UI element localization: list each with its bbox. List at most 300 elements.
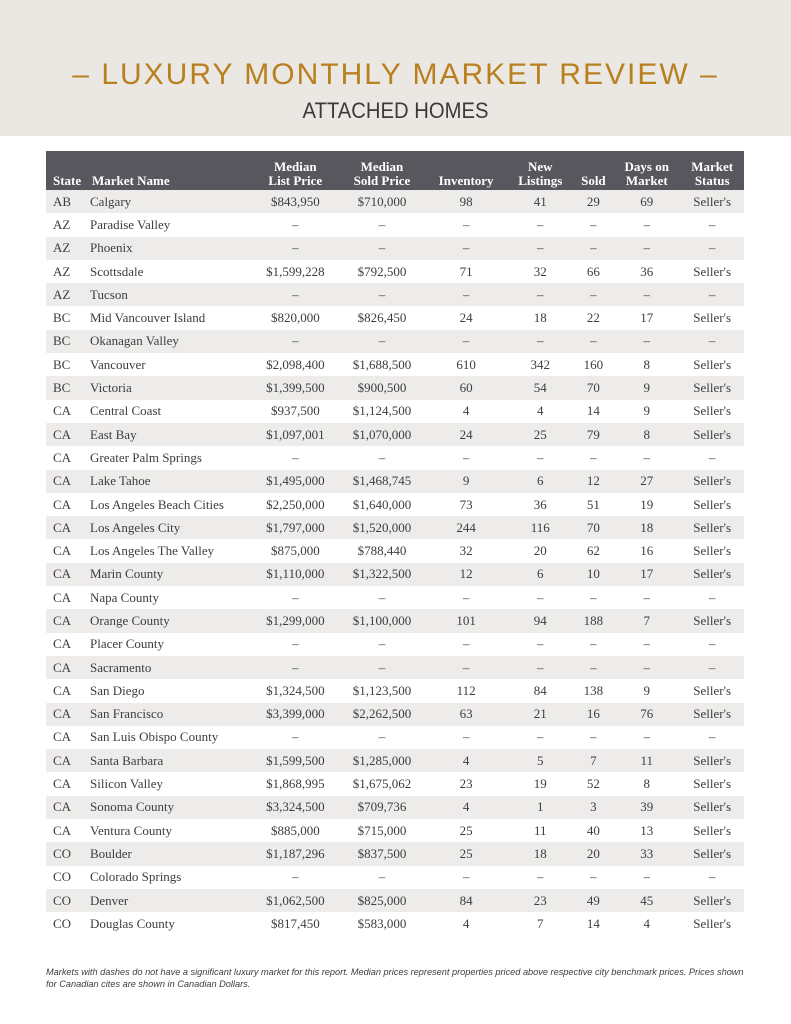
cell-inventory: 112: [456, 682, 476, 698]
cell-state: AZ: [53, 240, 71, 256]
cell-median-sold-price: $788,440: [357, 543, 407, 559]
cell-market-name: Marin County: [90, 566, 164, 582]
cell-state: AZ: [53, 286, 71, 302]
column-header-days-on-market: [613, 151, 680, 190]
table-row: [46, 563, 744, 586]
cell-median-sold-price: $825,000: [357, 892, 407, 908]
table-row: [46, 237, 744, 260]
cell-new-listings: –: [537, 589, 544, 605]
cell-new-listings: –: [537, 729, 544, 745]
column-header-line: State: [53, 173, 82, 188]
cell-market-name: Tucson: [90, 286, 128, 302]
cell-median-sold-price: $1,100,000: [352, 612, 412, 628]
cell-market-name: Douglas County: [90, 915, 175, 931]
cell-median-sold-price: $1,640,000: [352, 496, 412, 512]
table-row: [46, 470, 744, 493]
cell-days-on-market: –: [643, 659, 651, 675]
cell-inventory: –: [462, 333, 470, 349]
cell-new-listings: 6: [537, 473, 544, 489]
column-header-line: Market: [691, 159, 734, 174]
cell-days-on-market: 11: [640, 752, 654, 768]
cell-market-status: Seller's: [693, 682, 732, 698]
table-row: [46, 330, 744, 353]
table-row: [46, 819, 744, 842]
cell-sold: 62: [586, 543, 600, 559]
cell-new-listings: 25: [533, 426, 547, 442]
header-row: [46, 151, 744, 190]
cell-market-name: San Luis Obispo County: [90, 729, 219, 745]
cell-days-on-market: –: [643, 286, 651, 302]
table-row: [46, 679, 744, 702]
cell-market-name: Napa County: [90, 589, 159, 605]
cell-median-sold-price: $1,468,745: [352, 473, 412, 489]
cell-median-list-price: –: [292, 589, 299, 605]
cell-median-list-price: –: [292, 729, 299, 745]
cell-median-sold-price: $710,000: [357, 193, 407, 209]
cell-median-sold-price: $1,124,500: [352, 403, 412, 419]
cell-inventory: 4: [462, 752, 470, 768]
cell-inventory: –: [462, 449, 470, 465]
column-header-line: Market Name: [92, 173, 170, 188]
cell-market-status: –: [708, 589, 716, 605]
cell-state: CA: [53, 426, 72, 442]
cell-sold: –: [590, 659, 597, 675]
cell-days-on-market: 4: [643, 915, 651, 931]
cell-inventory: 101: [456, 612, 476, 628]
cell-sold: 52: [586, 776, 600, 792]
cell-sold: –: [590, 589, 597, 605]
cell-sold: –: [590, 216, 597, 232]
cell-sold: 40: [586, 822, 600, 838]
cell-state: CA: [53, 566, 72, 582]
column-header-median-sold-price: [339, 151, 426, 190]
column-header-line: Market: [625, 173, 668, 188]
cell-median-list-price: $820,000: [270, 310, 320, 326]
cell-market-name: Paradise Valley: [90, 216, 171, 232]
cell-state: CA: [53, 473, 72, 489]
cell-median-sold-price: $1,322,500: [352, 566, 412, 582]
cell-sold: –: [590, 729, 597, 745]
cell-inventory: 63: [459, 706, 473, 722]
cell-sold: 66: [586, 263, 600, 279]
cell-market-status: Seller's: [693, 752, 732, 768]
cell-market-name: San Francisco: [90, 706, 164, 722]
cell-state: BC: [53, 310, 71, 326]
cell-median-list-price: $937,500: [270, 403, 320, 419]
table-row: [46, 493, 744, 516]
cell-inventory: 244: [456, 519, 476, 535]
cell-median-sold-price: $1,688,500: [352, 356, 412, 372]
cell-sold: 138: [583, 682, 604, 698]
column-header-line: Median: [360, 159, 404, 174]
cell-days-on-market: –: [643, 636, 651, 652]
cell-inventory: 71: [459, 263, 473, 279]
cell-median-sold-price: –: [378, 449, 386, 465]
cell-median-list-price: –: [292, 216, 299, 232]
table-row: [46, 400, 744, 423]
cell-state: CA: [53, 636, 72, 652]
cell-new-listings: 23: [533, 892, 547, 908]
table-row: [46, 213, 744, 236]
cell-inventory: 24: [459, 310, 473, 326]
cell-sold: –: [590, 240, 597, 256]
cell-market-name: Lake Tahoe: [90, 473, 151, 489]
table-row: [46, 283, 744, 306]
cell-state: CA: [53, 659, 72, 675]
cell-inventory: 12: [459, 566, 473, 582]
cell-market-status: Seller's: [693, 845, 732, 861]
cell-median-list-price: –: [292, 636, 299, 652]
cell-market-status: Seller's: [693, 193, 732, 209]
cell-median-list-price: $875,000: [270, 543, 320, 559]
cell-days-on-market: 19: [640, 496, 654, 512]
cell-market-name: Los Angeles The Valley: [90, 543, 215, 559]
cell-days-on-market: 13: [640, 822, 654, 838]
table-row: [46, 656, 744, 679]
cell-new-listings: 116: [530, 519, 550, 535]
cell-sold: 16: [586, 706, 600, 722]
table-row: [46, 772, 744, 795]
cell-median-list-price: –: [292, 286, 299, 302]
cell-new-listings: –: [537, 636, 544, 652]
cell-median-sold-price: $1,520,000: [352, 519, 412, 535]
cell-inventory: –: [462, 869, 470, 885]
cell-median-list-price: $1,324,500: [266, 682, 325, 698]
cell-inventory: 98: [459, 193, 473, 209]
cell-median-sold-price: $1,123,500: [352, 682, 412, 698]
cell-state: BC: [53, 380, 71, 396]
cell-new-listings: 21: [533, 706, 547, 722]
cell-days-on-market: –: [643, 449, 651, 465]
cell-new-listings: –: [537, 286, 544, 302]
cell-inventory: 4: [462, 915, 470, 931]
cell-new-listings: 19: [533, 776, 547, 792]
cell-state: CA: [53, 449, 72, 465]
cell-new-listings: –: [537, 659, 544, 675]
cell-days-on-market: 76: [640, 706, 654, 722]
cell-state: CA: [53, 776, 72, 792]
cell-inventory: 23: [459, 776, 473, 792]
cell-days-on-market: 27: [640, 473, 654, 489]
cell-median-list-price: –: [292, 333, 299, 349]
column-header-median-list-price: [252, 151, 339, 190]
cell-new-listings: 7: [537, 915, 544, 931]
cell-median-sold-price: $1,675,062: [352, 776, 412, 792]
cell-market-name: Placer County: [90, 636, 165, 652]
cell-days-on-market: 16: [640, 543, 654, 559]
cell-new-listings: 41: [533, 193, 547, 209]
table-row: [46, 889, 744, 912]
cell-new-listings: 84: [533, 682, 547, 698]
cell-median-sold-price: $837,500: [357, 845, 407, 861]
cell-state: CA: [53, 612, 72, 628]
table-row: [46, 633, 744, 656]
cell-median-sold-price: –: [378, 589, 386, 605]
cell-market-status: Seller's: [693, 496, 732, 512]
cell-sold: –: [590, 636, 597, 652]
column-header-line: New: [527, 159, 553, 174]
cell-median-list-price: $2,250,000: [266, 496, 325, 512]
cell-sold: –: [590, 333, 597, 349]
table-row: [46, 749, 744, 772]
cell-median-list-price: $1,495,000: [266, 473, 325, 489]
cell-median-sold-price: –: [378, 333, 386, 349]
table-row: [46, 539, 744, 562]
cell-market-name: Okanagan Valley: [90, 333, 179, 349]
cell-median-list-price: $1,299,000: [266, 612, 325, 628]
cell-days-on-market: 17: [640, 566, 654, 582]
cell-market-status: –: [708, 240, 716, 256]
table-row: [46, 866, 744, 889]
cell-new-listings: 54: [533, 380, 547, 396]
cell-inventory: 4: [462, 799, 470, 815]
cell-median-sold-price: –: [378, 729, 386, 745]
cell-inventory: 9: [462, 473, 470, 489]
cell-market-status: Seller's: [693, 543, 732, 559]
cell-median-list-price: $3,324,500: [266, 799, 325, 815]
cell-market-status: Seller's: [693, 356, 732, 372]
cell-state: CA: [53, 589, 72, 605]
cell-market-name: Boulder: [90, 845, 132, 861]
cell-market-name: Ventura County: [90, 822, 172, 838]
column-header-line: Status: [694, 173, 730, 188]
column-header-line: Listings: [518, 173, 563, 188]
cell-sold: –: [590, 286, 597, 302]
cell-median-list-price: $1,110,000: [266, 566, 325, 582]
cell-new-listings: 20: [533, 543, 547, 559]
cell-median-sold-price: –: [378, 869, 386, 885]
cell-market-name: Sonoma County: [90, 799, 175, 815]
cell-sold: 22: [586, 310, 600, 326]
cell-new-listings: 94: [533, 612, 547, 628]
cell-new-listings: 1: [537, 799, 544, 815]
column-header-line: Sold: [581, 173, 606, 188]
cell-sold: 14: [586, 403, 600, 419]
cell-market-name: Colorado Springs: [90, 869, 182, 885]
cell-sold: 29: [586, 193, 600, 209]
cell-market-name: Denver: [90, 892, 129, 908]
cell-new-listings: –: [537, 333, 544, 349]
cell-state: AZ: [53, 263, 71, 279]
cell-new-listings: 6: [537, 566, 544, 582]
column-header-inventory: [425, 151, 507, 190]
cell-state: CA: [53, 706, 72, 722]
cell-state: CA: [53, 729, 72, 745]
column-header-line: Median: [274, 159, 317, 174]
cell-market-status: Seller's: [693, 776, 732, 792]
table-row: [46, 586, 744, 609]
cell-median-sold-price: $2,262,500: [352, 706, 412, 722]
cell-market-status: Seller's: [693, 426, 732, 442]
cell-state: CO: [53, 845, 72, 861]
cell-median-sold-price: –: [378, 636, 386, 652]
cell-sold: –: [590, 449, 597, 465]
cell-sold: 3: [590, 799, 597, 815]
table-row: [46, 446, 744, 469]
cell-state: CO: [53, 915, 72, 931]
cell-market-name: Vancouver: [90, 356, 146, 372]
cell-days-on-market: 36: [640, 263, 654, 279]
cell-median-sold-price: $715,000: [357, 822, 407, 838]
cell-inventory: 32: [459, 543, 473, 559]
table-row: [46, 516, 744, 539]
cell-market-name: Scottsdale: [90, 263, 144, 279]
cell-sold: 70: [586, 519, 600, 535]
cell-sold: 188: [583, 612, 604, 628]
cell-median-list-price: –: [292, 659, 299, 675]
cell-median-list-price: $843,950: [270, 193, 320, 209]
table-row: [46, 726, 744, 749]
cell-median-sold-price: $1,285,000: [352, 752, 412, 768]
cell-days-on-market: 69: [640, 193, 654, 209]
cell-state: CA: [53, 799, 72, 815]
cell-median-list-price: –: [292, 449, 299, 465]
cell-median-sold-price: $826,450: [357, 310, 407, 326]
table-body: [46, 190, 744, 936]
cell-days-on-market: 7: [643, 612, 651, 628]
table-row: [46, 703, 744, 726]
column-header-market-name: [85, 151, 252, 190]
cell-median-list-price: $1,797,000: [266, 519, 325, 535]
cell-market-status: –: [708, 636, 716, 652]
cell-inventory: –: [462, 729, 470, 745]
cell-market-status: –: [708, 286, 716, 302]
cell-state: CA: [53, 496, 72, 512]
cell-market-status: Seller's: [693, 403, 732, 419]
cell-market-status: –: [708, 729, 716, 745]
cell-days-on-market: 8: [643, 426, 651, 442]
cell-days-on-market: 17: [640, 310, 654, 326]
cell-median-sold-price: $792,500: [357, 263, 407, 279]
cell-median-sold-price: –: [378, 286, 386, 302]
cell-state: CA: [53, 543, 72, 559]
cell-market-status: Seller's: [693, 612, 732, 628]
cell-state: CA: [53, 752, 72, 768]
cell-state: CO: [53, 892, 72, 908]
cell-market-name: Los Angeles City: [90, 519, 181, 535]
column-header-market-status: [680, 151, 744, 190]
table-row: [46, 306, 744, 329]
column-header-line: List Price: [268, 173, 323, 188]
cell-sold: 20: [586, 845, 600, 861]
cell-days-on-market: –: [643, 869, 651, 885]
cell-inventory: 84: [459, 892, 473, 908]
cell-market-name: Phoenix: [90, 240, 133, 256]
cell-sold: 7: [590, 752, 597, 768]
column-header-line: Days on: [624, 159, 669, 174]
column-header-sold: [574, 151, 614, 190]
cell-market-status: Seller's: [693, 799, 732, 815]
cell-state: CA: [53, 822, 72, 838]
cell-market-name: Victoria: [90, 380, 132, 396]
cell-new-listings: –: [537, 869, 544, 885]
cell-days-on-market: 9: [643, 682, 651, 698]
cell-state: CA: [53, 682, 72, 698]
cell-median-list-price: $3,399,000: [266, 706, 325, 722]
cell-median-sold-price: $709,736: [357, 799, 407, 815]
cell-state: AB: [53, 193, 72, 209]
cell-median-sold-price: $583,000: [357, 915, 407, 931]
table-row: [46, 260, 744, 283]
cell-market-status: Seller's: [693, 706, 732, 722]
cell-inventory: 25: [459, 822, 473, 838]
table-header: [46, 151, 744, 190]
cell-new-listings: 32: [533, 263, 547, 279]
cell-median-list-price: –: [292, 869, 299, 885]
report-subtitle: ATTACHED HOMES: [302, 98, 489, 123]
cell-days-on-market: 18: [640, 519, 654, 535]
cell-state: CO: [53, 869, 72, 885]
cell-market-name: San Diego: [90, 682, 145, 698]
cell-inventory: 60: [459, 380, 473, 396]
cell-inventory: 73: [459, 496, 473, 512]
cell-market-status: Seller's: [693, 263, 732, 279]
cell-days-on-market: 8: [643, 356, 651, 372]
cell-inventory: –: [462, 636, 470, 652]
column-header-line: Inventory: [438, 173, 494, 188]
cell-sold: 70: [586, 380, 600, 396]
footnote: Markets with dashes do not have a significant luxury market for this report. Median prices represent properties priced above respective city benchmark prices. Prices shown for Canadian cites are shown in Canadian Dollars.: [46, 967, 744, 989]
cell-sold: 51: [586, 496, 600, 512]
cell-market-name: Calgary: [90, 193, 132, 209]
cell-days-on-market: –: [643, 333, 651, 349]
cell-median-sold-price: –: [378, 659, 386, 675]
cell-market-name: Los Angeles Beach Cities: [90, 496, 224, 512]
cell-sold: 160: [583, 356, 604, 372]
cell-median-list-price: $1,599,500: [266, 752, 325, 768]
cell-inventory: –: [462, 659, 470, 675]
cell-market-status: –: [708, 449, 716, 465]
cell-median-sold-price: –: [378, 240, 386, 256]
cell-median-list-price: $817,450: [270, 915, 320, 931]
cell-new-listings: 36: [533, 496, 547, 512]
cell-inventory: 4: [462, 403, 470, 419]
cell-market-status: Seller's: [693, 310, 732, 326]
cell-state: CA: [53, 403, 72, 419]
cell-state: BC: [53, 356, 71, 372]
cell-market-name: Sacramento: [90, 659, 152, 675]
cell-state: BC: [53, 333, 71, 349]
column-header-state: [46, 151, 85, 190]
cell-sold: 14: [586, 915, 600, 931]
cell-median-sold-price: –: [378, 216, 386, 232]
cell-inventory: 25: [459, 845, 473, 861]
cell-days-on-market: –: [643, 729, 651, 745]
column-header-new-listings: [507, 151, 574, 190]
cell-inventory: –: [462, 286, 470, 302]
cell-inventory: 610: [456, 356, 476, 372]
column-header-line: Sold Price: [353, 173, 411, 188]
cell-inventory: –: [462, 216, 470, 232]
cell-days-on-market: –: [643, 216, 651, 232]
report-title: – LUXURY MONTHLY MARKET REVIEW –: [72, 58, 719, 91]
cell-new-listings: 4: [537, 403, 544, 419]
cell-market-status: –: [708, 216, 716, 232]
cell-inventory: 24: [459, 426, 473, 442]
cell-median-list-price: $1,062,500: [266, 892, 325, 908]
cell-median-list-price: $1,868,995: [266, 776, 325, 792]
cell-new-listings: –: [537, 216, 544, 232]
table-row: [46, 423, 744, 446]
table-row: [46, 353, 744, 376]
cell-market-name: Central Coast: [90, 403, 162, 419]
cell-market-status: Seller's: [693, 519, 732, 535]
cell-days-on-market: 45: [640, 892, 654, 908]
cell-median-list-price: $885,000: [270, 822, 320, 838]
cell-days-on-market: 39: [640, 799, 654, 815]
table-row: [46, 796, 744, 819]
cell-market-status: –: [708, 333, 716, 349]
